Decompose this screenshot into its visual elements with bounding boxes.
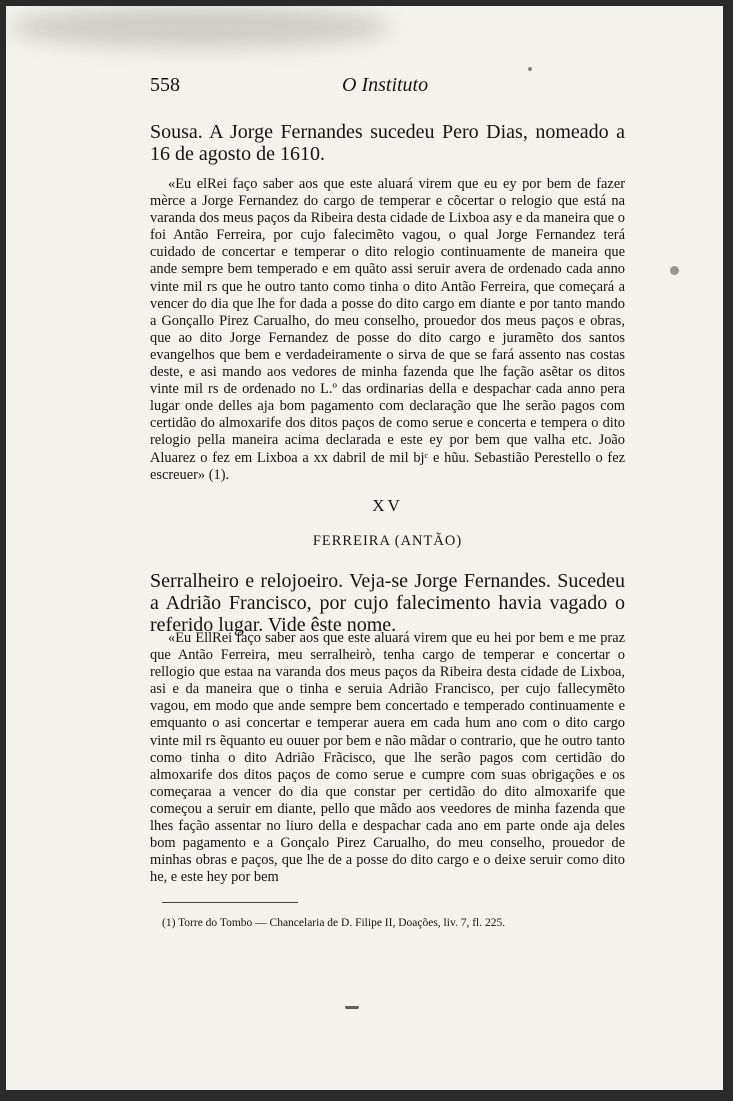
page-header: [150, 74, 625, 102]
section-1-document: «Eu elRei faço saber aos que este aluará virem que eu ey por bem de fazer mèrce a Jorge Fernandez do cargo de temperar e cõcertar o relogio que está na varanda dos meus paços da Ribeira desta cidade de Lixboa asy e da maneira que o foi Antão Ferreira, por cujo falecimẽto vagou, o qual Jorge Fernandez terá cuidado de concertar e temperar o dito relogio continuamente de maneira que ande sempre bem temperado e em quãto assi seruir avera de ordenado cada anno vinte mil rs que he outro tanto como tinha o dito Antão Ferreira, que começará a vencer do dia que lhe for dada a posse do dito cargo em diante e por tanto mando a Gonçallo Pirez Carualho, do meu conselho, prouedor dos meus paços e obras, que ao dito Jorge Fernandez de posse do dito cargo e juramẽto dos santos evangelhos que bem e verdadeiramente o sirva de que se fará assento nas costas deste, e asi mando aos vedores de minha fazenda que lhe fação asẽtar os ditos vinte mil rs de ordenado no L.º das ordinarias della e despachar cada anno pera lugar onde delles aja bom pagamento com declaração que lhe serão pagos com certidão do almoxarife dos ditos paços de como serue e concerta e tempera o dito relogio pella maneira acima declarada e este ey por bem que valha etc. João Aluarez o fez em Lixboa a xx dabril de mil bjᶜ e hũu. Sebastião Perestello o fez escreuer» (1).: [150, 176, 625, 483]
ink-dot: [528, 67, 532, 71]
running-title: O Instituto: [342, 74, 429, 96]
scan-smudge: [10, 6, 390, 48]
section-number: XV: [372, 496, 403, 515]
ink-spot: [670, 266, 679, 275]
page-number: 558: [150, 74, 180, 96]
section-1-lead: Sousa. A Jorge Fernandes sucedeu Pero Dias, nomeado a 16 de agosto de 1610.: [150, 121, 625, 165]
section-2-lead: Serralheiro e relojoeiro. Veja-se Jorge Fernandes. Sucedeu a Adrião Francisco, por cujo falecimento havia vagado o referido lugar. Vide êste nome.: [150, 570, 625, 636]
section-name: FERREIRA (ANTÃO): [312, 533, 463, 549]
footnote: (1) Torre do Tombo — Chancelaria de D. Filipe II, Doações, liv. 7, fl. 225.: [162, 917, 506, 929]
footnote-divider: [162, 902, 298, 903]
ink-dash: [345, 1006, 359, 1009]
section-2-document: «Eu EllRei faço saber aos que este aluará virem que eu hei por bem e me praz que Antão Ferreira, meu serralheirò, tenha cargo de temperar e concertar o rellogio que estaa na varanda dos meus paços da Ribeira desta cidade de Lixboa, asi e da maneira que o tinha e seruia Adrião Francisco, per cujo fallecymẽto vagou, em modo que ande sempre bem concertado e temperado continuamente e emquanto o asi concertar e temperar auera em cada hum ano com o dito cargo vinte mil rs ẽquanto eu ouuer por bem e não mãdar o contrario, que he outro tanto como tinha o dito Adrião Frãcisco, que lhe serão pagos com certidão do almoxarife dos ditos paços de como serue e cumpre com suas obrigações e os começaraa a vencer do dia que constar per certidão do dito almoxarife que começou a seruir em diante, pello que mãdo aos veedores de minha fazenda que lhes fação assentar no liuro della e despachar cada ano em parte onde aja deles bom pagamento e a Gonçalo Pirez Carualho, do meu conselho, prouedor de minhas obras e paços, que lhe de a posse do dito cargo e o deixe seruir como dito he, e este hey por bem: [150, 630, 625, 886]
